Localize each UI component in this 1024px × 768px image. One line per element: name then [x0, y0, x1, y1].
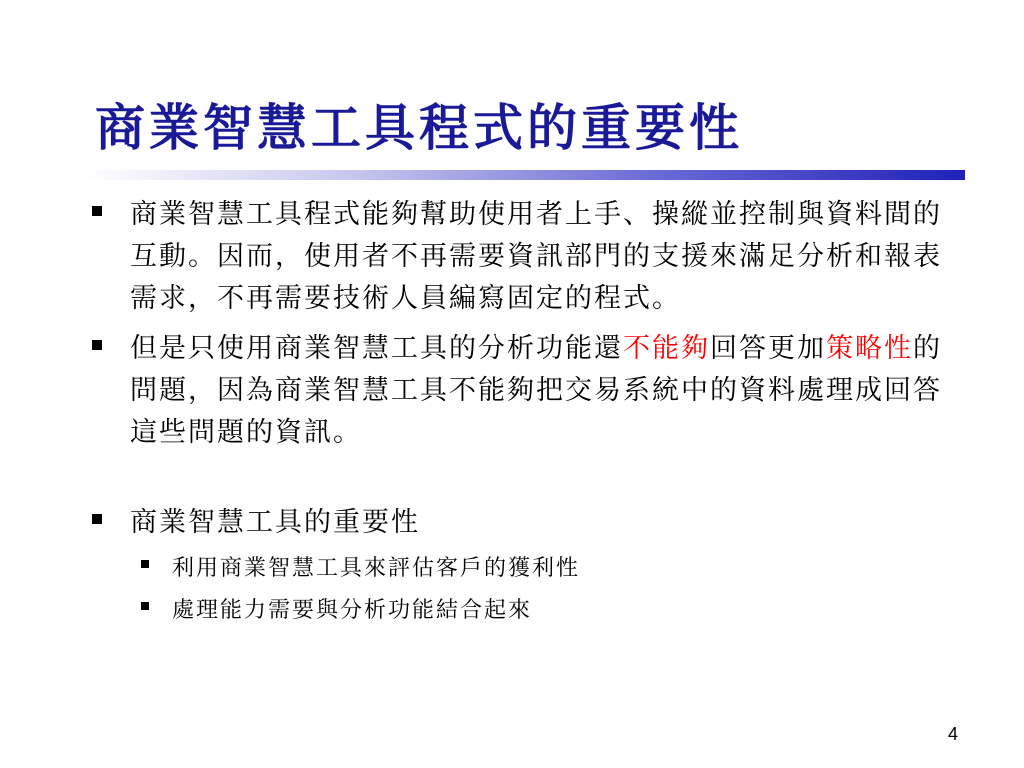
- bullet-item: [88, 502, 958, 544]
- square-bullet-icon: [141, 560, 149, 568]
- bullet-text: 商業智慧工具程式能夠幫助使用者上手、操縱並控制與資料間的互動。因而，使用者不再需要資訊部門的支援來滿足分析和報表需求，不再需要技術人員編寫固定的程式。: [130, 199, 942, 314]
- page-number: 4: [947, 724, 958, 744]
- square-bullet-icon: [92, 206, 102, 216]
- sub-bullet-text: 處理能力需要與分析功能結合起來: [172, 598, 533, 623]
- bullet-item: [88, 328, 958, 454]
- bullet-text: 商業智慧工具的重要性: [130, 507, 420, 538]
- bullet-item: [88, 194, 958, 320]
- sub-bullet-item: [88, 590, 958, 632]
- sub-bullet-item: [88, 548, 958, 590]
- bullet-text-part: 的問題，因為商業智慧工具不能夠把交易系統中的資料處理成回答這些問題的資訊。: [130, 333, 942, 448]
- slide-title: 商業智慧工具程式的重要性: [95, 98, 743, 157]
- bullet-text-part: 但是只使用商業智慧工具的分析功能還: [130, 333, 623, 364]
- slide-body: [88, 194, 958, 632]
- square-bullet-icon: [141, 602, 149, 610]
- sub-bullet-text: 利用商業智慧工具來評估客戶的獲利性: [172, 556, 581, 581]
- square-bullet-icon: [92, 514, 102, 524]
- highlight-text: 不能夠: [623, 333, 710, 364]
- bullet-text-part: 回答更加: [710, 333, 826, 364]
- title-divider: [85, 170, 965, 180]
- bullet-text: [130, 328, 958, 454]
- square-bullet-icon: [92, 340, 102, 350]
- highlight-text: 策略性: [826, 333, 913, 364]
